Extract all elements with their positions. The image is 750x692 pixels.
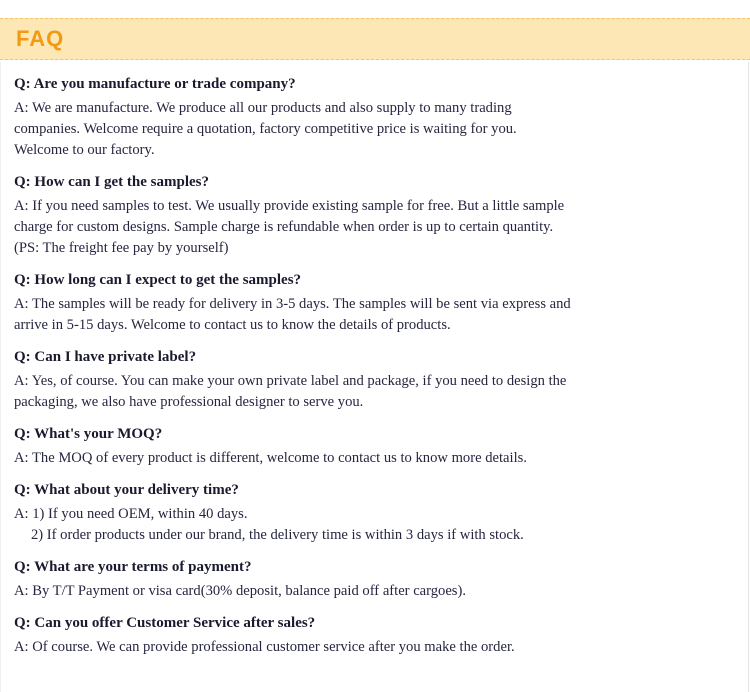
faq-answer-line: (PS: The freight fee pay by yourself) <box>14 240 229 256</box>
faq-answer <box>14 371 614 413</box>
faq-answer <box>14 581 614 602</box>
faq-question: Q: How long can I expect to get the samples? <box>14 272 302 288</box>
faq-answer-line: Welcome to our factory. <box>14 142 155 158</box>
faq-answer <box>14 637 614 658</box>
faq-item <box>14 347 614 413</box>
faq-question: Q: How can I get the samples? <box>14 174 209 190</box>
faq-answer-line: A: Yes, of course. You can make your own private label and package, if you need to design the <box>14 373 567 389</box>
faq-answer-line: A: Of course. We can provide professional customer service after you make the order. <box>14 639 515 655</box>
faq-header-banner <box>0 18 750 60</box>
faq-answer-line: packaging, we also have professional designer to serve you. <box>14 394 364 410</box>
faq-question: Q: What about your delivery time? <box>14 482 239 498</box>
faq-answer <box>14 196 614 259</box>
faq-answer <box>14 294 614 336</box>
faq-question: Q: Are you manufacture or trade company? <box>14 76 296 92</box>
faq-item <box>14 557 614 602</box>
faq-answer-line: charge for custom designs. Sample charge is refundable when order is up to certain quantity. <box>14 219 554 235</box>
faq-answer-line: A: We are manufacture. We produce all our products and also supply to many trading <box>14 100 512 116</box>
faq-question: Q: Can I have private label? <box>14 349 197 365</box>
faq-answer <box>14 504 614 546</box>
faq-question: Q: What are your terms of payment? <box>14 559 252 575</box>
faq-item <box>14 172 614 259</box>
faq-question: Q: Can you offer Customer Service after sales? <box>14 615 316 631</box>
faq-answer <box>14 98 614 161</box>
faq-list <box>14 74 614 669</box>
faq-answer-line: A: The MOQ of every product is different, welcome to contact us to know more details. <box>14 450 527 466</box>
faq-question: Q: What's your MOQ? <box>14 426 163 442</box>
faq-answer-line: A: The samples will be ready for delivery in 3-5 days. The samples will be sent via express and <box>14 296 571 312</box>
faq-answer-line: A: By T/T Payment or visa card(30% deposit, balance paid off after cargoes). <box>14 583 466 599</box>
faq-answer <box>14 448 614 469</box>
faq-item <box>14 74 614 161</box>
faq-answer-line: A: If you need samples to test. We usually provide existing sample for free. But a little sample <box>14 198 565 214</box>
faq-answer-line: companies. Welcome require a quotation, factory competitive price is waiting for you. <box>14 121 517 137</box>
page-title: FAQ <box>16 26 65 51</box>
faq-answer-line: 2) If order products under our brand, the delivery time is within 3 days if with stock. <box>31 527 524 543</box>
faq-answer-line: A: 1) If you need OEM, within 40 days. <box>14 506 248 522</box>
faq-item <box>14 480 614 546</box>
faq-item <box>14 613 614 658</box>
faq-answer-line: arrive in 5-15 days. Welcome to contact us to know the details of products. <box>14 317 451 333</box>
faq-item <box>14 270 614 336</box>
faq-item <box>14 424 614 469</box>
